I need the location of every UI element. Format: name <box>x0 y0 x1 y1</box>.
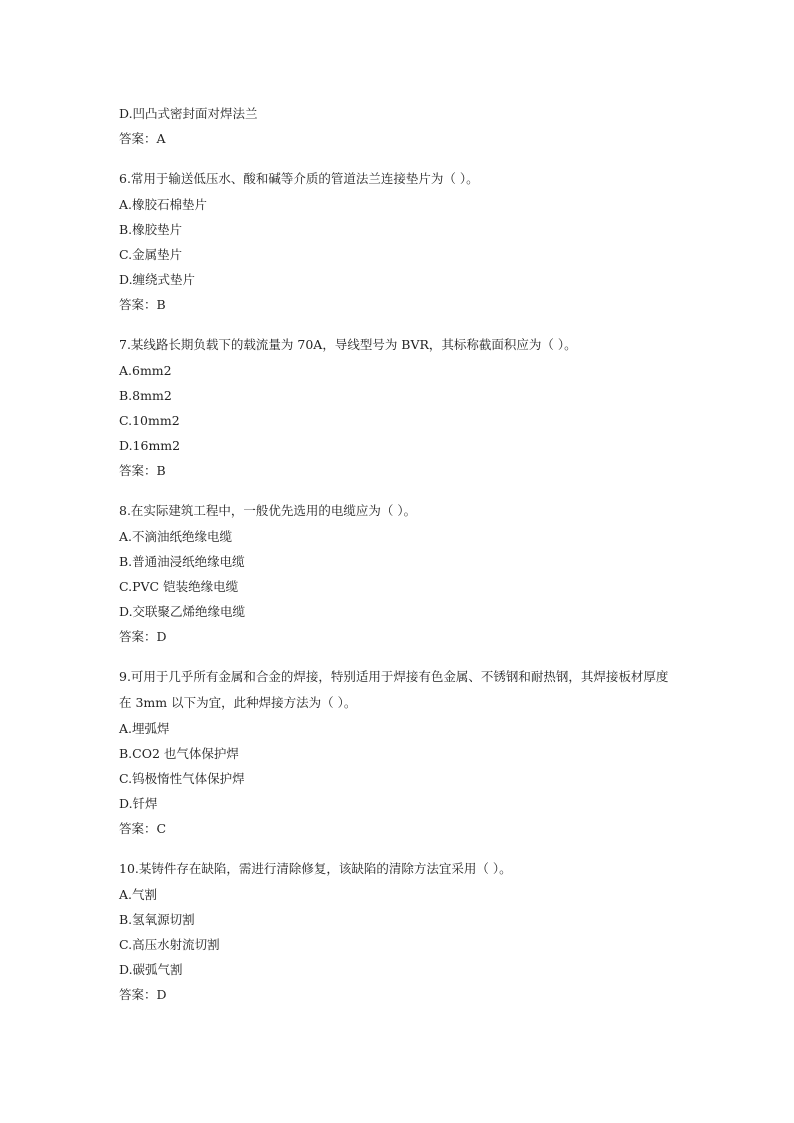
option-b: B.CO2 也气体保护焊 <box>119 746 239 761</box>
question-fragment <box>119 101 679 151</box>
answer: 答案：B <box>119 297 166 312</box>
option-d: D.钎焊 <box>119 796 158 811</box>
option-b: B.橡胶垫片 <box>119 222 183 237</box>
option-b: B.氢氧源切割 <box>119 912 195 927</box>
question-text: 9.可用于几乎所有金属和合金的焊接，特别适用于焊接有色金属、不锈钢和耐热钢，其焊接板材厚度在 3mm 以下为宜，此种焊接方法为（ ）。 <box>119 669 669 710</box>
question-text: 6.常用于输送低压水、酸和碱等介质的管道法兰连接垫片为（ ）。 <box>119 171 479 186</box>
answer: 答案：A <box>119 131 166 146</box>
option-d: D.交联聚乙烯绝缘电缆 <box>119 604 246 619</box>
option-c: C.高压水射流切割 <box>119 937 220 952</box>
option-a: A.6mm2 <box>119 363 172 378</box>
option-d: D.缠绕式垫片 <box>119 272 196 287</box>
question-8 <box>119 498 679 649</box>
option-a: A.不滴油纸绝缘电缆 <box>119 529 233 544</box>
option-c: C.钨极惰性气体保护焊 <box>119 771 245 786</box>
answer: 答案：B <box>119 463 166 478</box>
option-a: A.气割 <box>119 887 158 902</box>
question-9 <box>119 664 679 841</box>
option-a: A.埋弧焊 <box>119 721 170 736</box>
option-c: C.金属垫片 <box>119 247 183 262</box>
option-b: B.8mm2 <box>119 388 172 403</box>
option-d: D.碳弧气割 <box>119 962 183 977</box>
option-b: B.普通油浸纸绝缘电缆 <box>119 554 245 569</box>
question-text: 10.某铸件存在缺陷，需进行清除修复，该缺陷的清除方法宜采用（ ）。 <box>119 861 512 876</box>
answer: 答案：D <box>119 629 167 644</box>
option-a: A.橡胶石棉垫片 <box>119 197 208 212</box>
question-text: 7.某线路长期负载下的载流量为 70A，导线型号为 BVR，其标称截面积应为（ ）。 <box>119 337 577 352</box>
question-text: 8.在实际建筑工程中，一般优先选用的电缆应为（ ）。 <box>119 503 417 518</box>
option-c: C.PVC 铠装绝缘电缆 <box>119 579 239 594</box>
answer: 答案：C <box>119 821 167 836</box>
question-7 <box>119 332 679 483</box>
option-c: C.10mm2 <box>119 413 180 428</box>
answer: 答案：D <box>119 987 167 1002</box>
document-page <box>119 101 679 1022</box>
option-d: D.16mm2 <box>119 438 181 453</box>
option-d: D.凹凸式密封面对焊法兰 <box>119 106 258 121</box>
question-10 <box>119 856 679 1007</box>
question-6 <box>119 166 679 317</box>
